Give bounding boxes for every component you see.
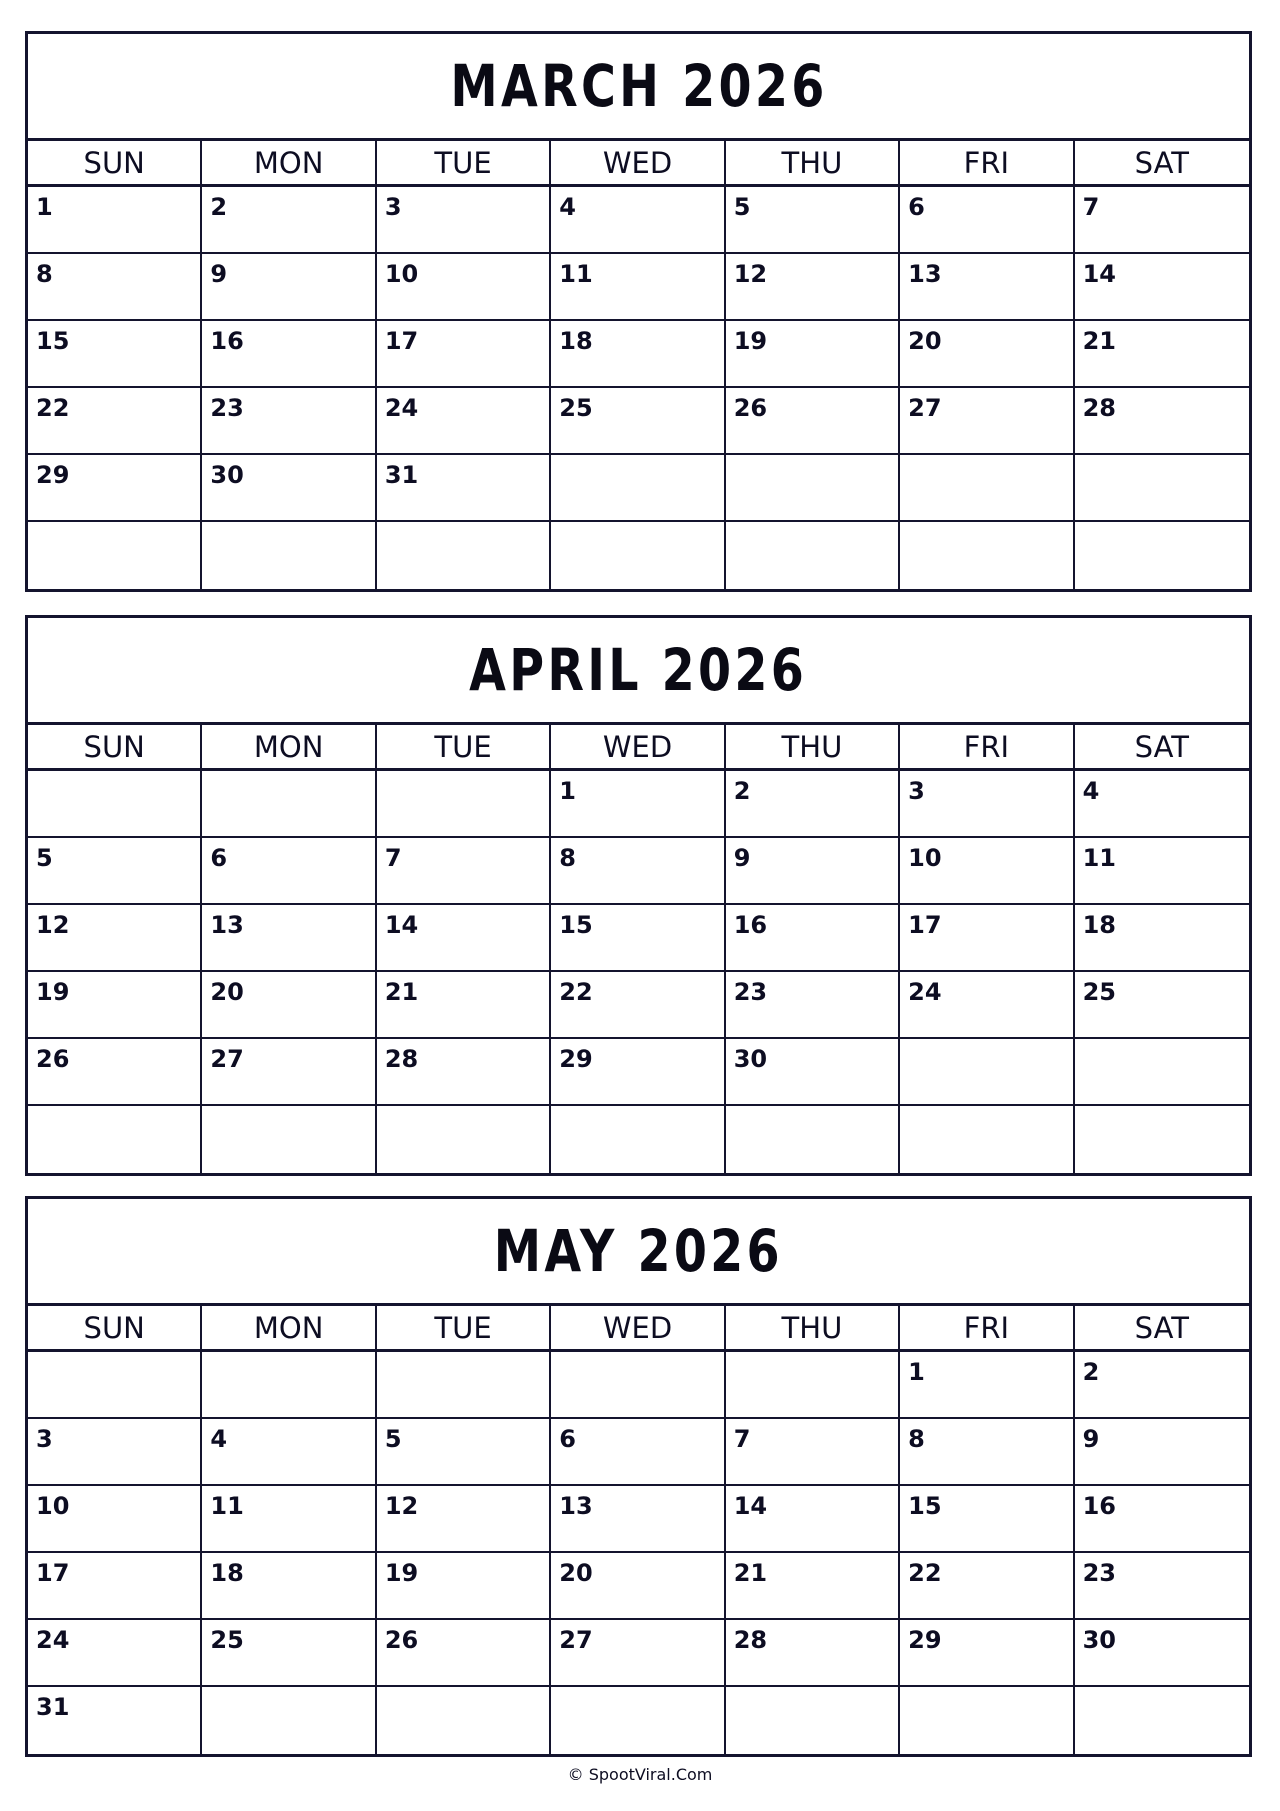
day-cell: 14 <box>726 1486 900 1553</box>
empty-cell <box>900 1687 1074 1754</box>
empty-cell <box>900 522 1074 589</box>
day-cell: 16 <box>726 905 900 972</box>
day-cell: 10 <box>28 1486 202 1553</box>
empty-cell <box>202 1352 376 1419</box>
day-cell: 7 <box>726 1419 900 1486</box>
day-cell: 23 <box>202 388 376 455</box>
month-grid <box>28 1306 1249 1754</box>
day-cell: 4 <box>551 187 725 254</box>
day-cell: 14 <box>1075 254 1249 321</box>
day-cell: 27 <box>551 1620 725 1687</box>
day-cell: 10 <box>377 254 551 321</box>
day-cell: 5 <box>726 187 900 254</box>
empty-cell <box>28 771 202 838</box>
day-cell: 17 <box>28 1553 202 1620</box>
day-cell: 28 <box>1075 388 1249 455</box>
empty-cell <box>551 455 725 522</box>
month-title <box>28 34 1249 141</box>
day-cell: 2 <box>726 771 900 838</box>
day-cell: 29 <box>551 1039 725 1106</box>
day-cell: 25 <box>202 1620 376 1687</box>
day-cell: 22 <box>28 388 202 455</box>
empty-cell <box>726 1106 900 1173</box>
month-title-text: MARCH 2026 <box>449 52 828 120</box>
day-cell: 3 <box>900 771 1074 838</box>
empty-cell <box>377 1687 551 1754</box>
day-cell: 13 <box>551 1486 725 1553</box>
day-cell: 25 <box>1075 972 1249 1039</box>
weekday-header: FRI <box>900 725 1074 771</box>
day-cell: 2 <box>1075 1352 1249 1419</box>
day-cell: 1 <box>551 771 725 838</box>
empty-cell <box>726 455 900 522</box>
day-cell: 22 <box>551 972 725 1039</box>
footer-credit: © SpootViral.Com <box>567 1765 713 1784</box>
empty-cell <box>900 1039 1074 1106</box>
empty-cell <box>202 1687 376 1754</box>
day-cell: 12 <box>377 1486 551 1553</box>
month-grid <box>28 141 1249 589</box>
weekday-header: SAT <box>1075 725 1249 771</box>
day-cell: 19 <box>28 972 202 1039</box>
day-cell: 29 <box>28 455 202 522</box>
empty-cell <box>1075 1039 1249 1106</box>
day-cell: 14 <box>377 905 551 972</box>
weekday-header: SAT <box>1075 141 1249 187</box>
day-cell: 17 <box>900 905 1074 972</box>
month-calendar-march <box>25 31 1252 592</box>
weekday-header: MON <box>202 1306 376 1352</box>
day-cell: 24 <box>900 972 1074 1039</box>
day-cell: 28 <box>726 1620 900 1687</box>
empty-cell <box>377 1352 551 1419</box>
weekday-header: SUN <box>28 725 202 771</box>
empty-cell <box>551 1352 725 1419</box>
day-cell: 20 <box>202 972 376 1039</box>
day-cell: 26 <box>377 1620 551 1687</box>
day-cell: 6 <box>900 187 1074 254</box>
day-cell: 5 <box>377 1419 551 1486</box>
empty-cell <box>202 1106 376 1173</box>
day-cell: 23 <box>726 972 900 1039</box>
empty-cell <box>202 771 376 838</box>
day-cell: 1 <box>900 1352 1074 1419</box>
weekday-header: THU <box>726 1306 900 1352</box>
day-cell: 13 <box>202 905 376 972</box>
weekday-header: SUN <box>28 1306 202 1352</box>
weekday-header: WED <box>551 141 725 187</box>
day-cell: 11 <box>551 254 725 321</box>
day-cell: 22 <box>900 1553 1074 1620</box>
day-cell: 5 <box>28 838 202 905</box>
day-cell: 28 <box>377 1039 551 1106</box>
day-cell: 3 <box>377 187 551 254</box>
weekday-header: WED <box>551 725 725 771</box>
day-cell: 19 <box>377 1553 551 1620</box>
day-cell: 25 <box>551 388 725 455</box>
day-cell: 12 <box>28 905 202 972</box>
day-cell: 27 <box>202 1039 376 1106</box>
empty-cell <box>900 455 1074 522</box>
day-cell: 9 <box>1075 1419 1249 1486</box>
empty-cell <box>551 1687 725 1754</box>
empty-cell <box>1075 522 1249 589</box>
day-cell: 15 <box>28 321 202 388</box>
month-title-text: MAY 2026 <box>493 1217 784 1285</box>
day-cell: 15 <box>900 1486 1074 1553</box>
empty-cell <box>28 522 202 589</box>
day-cell: 21 <box>726 1553 900 1620</box>
empty-cell <box>1075 1687 1249 1754</box>
day-cell: 10 <box>900 838 1074 905</box>
day-cell: 2 <box>202 187 376 254</box>
day-cell: 12 <box>726 254 900 321</box>
day-cell: 6 <box>202 838 376 905</box>
weekday-header: SAT <box>1075 1306 1249 1352</box>
day-cell: 1 <box>28 187 202 254</box>
day-cell: 31 <box>28 1687 202 1754</box>
weekday-header: FRI <box>900 141 1074 187</box>
day-cell: 24 <box>28 1620 202 1687</box>
weekday-header: WED <box>551 1306 725 1352</box>
day-cell: 23 <box>1075 1553 1249 1620</box>
weekday-header: FRI <box>900 1306 1074 1352</box>
day-cell: 20 <box>551 1553 725 1620</box>
day-cell: 27 <box>900 388 1074 455</box>
weekday-header: MON <box>202 725 376 771</box>
empty-cell <box>900 1106 1074 1173</box>
month-calendar-april <box>25 615 1252 1176</box>
weekday-header: MON <box>202 141 376 187</box>
day-cell: 11 <box>202 1486 376 1553</box>
weekday-header: TUE <box>377 1306 551 1352</box>
month-grid <box>28 725 1249 1173</box>
weekday-header: SUN <box>28 141 202 187</box>
day-cell: 30 <box>1075 1620 1249 1687</box>
empty-cell <box>377 771 551 838</box>
empty-cell <box>551 1106 725 1173</box>
day-cell: 4 <box>202 1419 376 1486</box>
empty-cell <box>726 522 900 589</box>
empty-cell <box>377 1106 551 1173</box>
empty-cell <box>551 522 725 589</box>
day-cell: 21 <box>1075 321 1249 388</box>
day-cell: 3 <box>28 1419 202 1486</box>
day-cell: 29 <box>900 1620 1074 1687</box>
day-cell: 30 <box>726 1039 900 1106</box>
day-cell: 13 <box>900 254 1074 321</box>
day-cell: 8 <box>28 254 202 321</box>
empty-cell <box>1075 1106 1249 1173</box>
empty-cell <box>1075 455 1249 522</box>
day-cell: 30 <box>202 455 376 522</box>
day-cell: 8 <box>900 1419 1074 1486</box>
month-title <box>28 1199 1249 1306</box>
day-cell: 16 <box>202 321 376 388</box>
empty-cell <box>28 1352 202 1419</box>
empty-cell <box>377 522 551 589</box>
day-cell: 7 <box>377 838 551 905</box>
day-cell: 18 <box>1075 905 1249 972</box>
day-cell: 9 <box>726 838 900 905</box>
day-cell: 19 <box>726 321 900 388</box>
day-cell: 26 <box>726 388 900 455</box>
weekday-header: THU <box>726 141 900 187</box>
day-cell: 24 <box>377 388 551 455</box>
month-title <box>28 618 1249 725</box>
empty-cell <box>28 1106 202 1173</box>
day-cell: 15 <box>551 905 725 972</box>
empty-cell <box>726 1687 900 1754</box>
day-cell: 4 <box>1075 771 1249 838</box>
day-cell: 17 <box>377 321 551 388</box>
day-cell: 7 <box>1075 187 1249 254</box>
weekday-header: TUE <box>377 141 551 187</box>
month-calendar-may <box>25 1196 1252 1757</box>
weekday-header: THU <box>726 725 900 771</box>
day-cell: 20 <box>900 321 1074 388</box>
empty-cell <box>202 522 376 589</box>
day-cell: 18 <box>202 1553 376 1620</box>
day-cell: 9 <box>202 254 376 321</box>
weekday-header: TUE <box>377 725 551 771</box>
empty-cell <box>726 1352 900 1419</box>
month-title-text: APRIL 2026 <box>469 636 808 704</box>
day-cell: 8 <box>551 838 725 905</box>
day-cell: 16 <box>1075 1486 1249 1553</box>
day-cell: 26 <box>28 1039 202 1106</box>
day-cell: 6 <box>551 1419 725 1486</box>
day-cell: 18 <box>551 321 725 388</box>
day-cell: 31 <box>377 455 551 522</box>
day-cell: 11 <box>1075 838 1249 905</box>
day-cell: 21 <box>377 972 551 1039</box>
